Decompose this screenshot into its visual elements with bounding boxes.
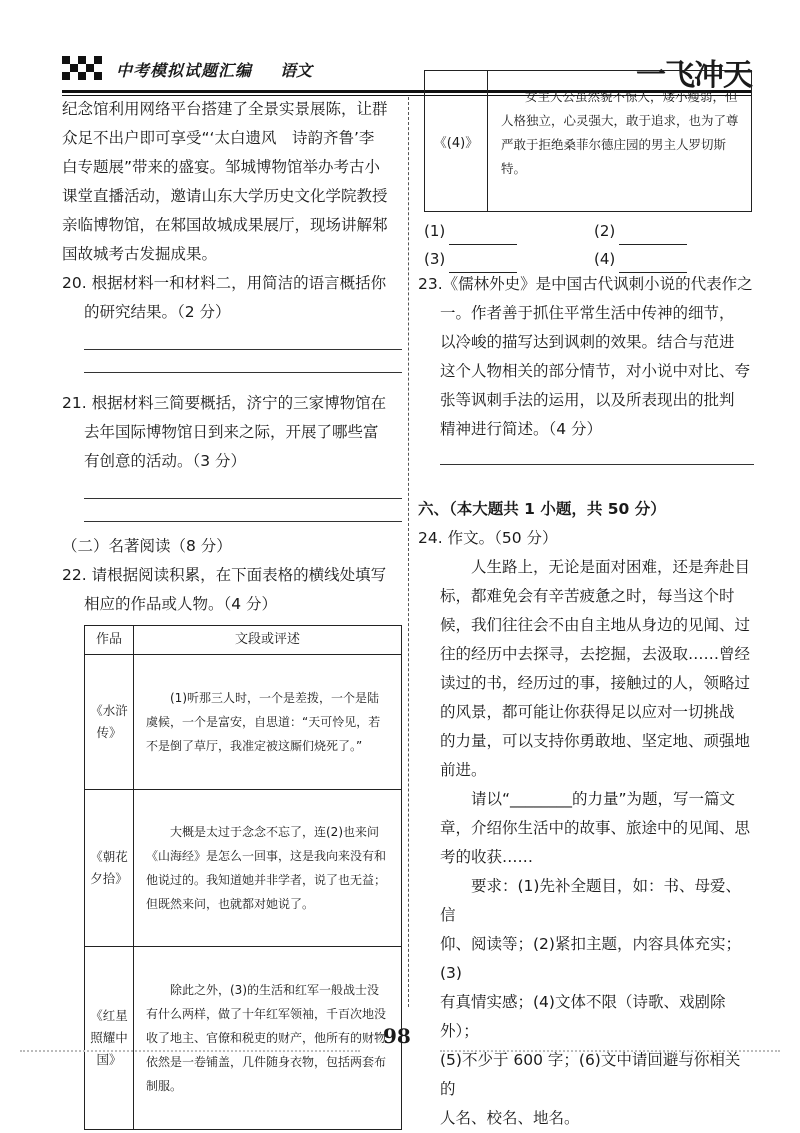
q22-line: 22. 请根据阅读积累，在下面表格的横线处填写 <box>62 566 387 584</box>
requirement-line: 人名、校名、地名。 <box>440 1109 580 1127</box>
table-row <box>85 947 402 1130</box>
blank-row <box>424 217 750 245</box>
instruction-line: 请以“________的力量”为题，写一篇文 <box>471 790 736 808</box>
prompt-line: 标，都难免会有辛苦疲惫之时，每当这个时 <box>440 587 735 605</box>
blank-label: (1) <box>424 222 446 240</box>
blank-item[interactable] <box>594 217 687 245</box>
material-intro <box>62 95 402 269</box>
work-cell: 《水浒传》 <box>85 655 134 790</box>
question-23 <box>418 270 754 465</box>
checker-logo-icon <box>62 56 106 84</box>
q23-line: 精神进行简述。（4 分） <box>440 420 603 438</box>
answer-line[interactable] <box>84 521 402 522</box>
section-6-title: 六、（本大题共 1 小题，共 50 分） <box>418 500 666 518</box>
table-header-work: 作品 <box>85 626 134 655</box>
requirement-line: 有真情实感；(4)文体不限（诗歌、戏剧除外）； <box>440 993 726 1040</box>
answer-line[interactable] <box>84 498 402 499</box>
q23-line: 张等讽刺手法的运用，以及所表现出的批判 <box>440 391 735 409</box>
prompt-line: 候，我们往往会不由自主地从身边的见闻、过 <box>440 616 751 634</box>
question-22 <box>62 561 402 619</box>
intro-line: 亲临博物馆，在邾国故城成果展厅，现场讲解邾 <box>62 216 388 234</box>
requirement-line: (5)不少于 600 字；(6)文中请回避与你相关的 <box>440 1051 741 1098</box>
work-cell: 《(4)》 <box>425 71 488 211</box>
blank-label: (3) <box>424 250 446 268</box>
left-column <box>62 95 402 1130</box>
prompt-line: 读过的书，经历过的事，接触过的人，领略过 <box>440 674 751 692</box>
prompt-line: 人生路上，无论是面对困难，还是奔赴目 <box>471 558 751 576</box>
requirement-line: 仰、阅读等；(2)紧扣主题，内容具体充实；(3) <box>440 935 741 982</box>
intro-line: 纪念馆利用网络平台搭建了全景实景展陈，让群 <box>62 100 388 118</box>
answer-blanks <box>424 217 750 273</box>
column-divider <box>408 97 409 1007</box>
prompt-line: 往的经历中去探寻，去挖掘，去汲取……曾经 <box>440 645 751 663</box>
blank-item[interactable] <box>594 245 687 273</box>
q21-line: 去年国际博物馆日到来之际，开展了哪些富 <box>84 423 379 441</box>
work-cell: 《红星照耀中国》 <box>85 947 134 1130</box>
question-21 <box>62 389 402 522</box>
excerpt-cell: 女主人公虽然貌不惊人，矮小瘦弱，但人格独立，心灵强大，敢于追求，也为了尊严敢于拒绝桑菲尔德庄园的男主人罗切斯特。 <box>501 89 739 176</box>
excerpt-cell: 大概是太过于念念不忘了，连(2)也来问《山海经》是怎么一回事，这是我向来没有和他说过的。我知道她并非学者，说了也无益；但既然来问，也就都对她说了。 <box>134 790 402 947</box>
answer-line[interactable] <box>84 372 402 373</box>
work-cell: 《朝花夕拾》 <box>85 790 134 947</box>
q23-line: 23.《儒林外史》是中国古代讽刺小说的代表作之 <box>418 275 753 293</box>
intro-line: 众足不出户即可享受“‘太白遗风 诗韵齐鲁’李 <box>62 129 375 147</box>
blank-line[interactable] <box>619 228 687 245</box>
q23-line: 这个人物相关的部分情节，对小说中对比、夸 <box>440 362 751 380</box>
table-row <box>85 790 402 947</box>
q20-line: 20. 根据材料一和材料二，用简洁的语言概括你 <box>62 274 387 292</box>
table-header-text: 文段或评述 <box>134 626 402 655</box>
answer-line[interactable] <box>440 464 754 465</box>
q23-line: 一。作者善于抓住平常生活中传神的细节， <box>440 304 735 322</box>
prompt-line: 的风景，都可能让你获得足以应对一切挑战 <box>440 703 735 721</box>
blank-line[interactable] <box>449 228 517 245</box>
intro-line: 课堂直播活动，邀请山东大学历史文化学院教授 <box>62 187 388 205</box>
essay-prompt <box>418 553 754 1133</box>
excerpt-cell: (1)听那三人时，一个是差拨，一个是陆虞候，一个是富安，自思道：“天可怜见，若不是倒了草厅，我准定被这厮们烧死了。” <box>134 655 402 790</box>
question-20 <box>62 269 402 373</box>
table-row <box>85 655 402 790</box>
subject-title: 语文 <box>280 61 313 80</box>
instruction-line: 章，介绍你生活中的故事、旅途中的见闻、思 <box>440 819 751 837</box>
works-table <box>84 625 402 1130</box>
blank-item[interactable] <box>424 217 517 245</box>
q24-title: 24. 作文。（50 分） <box>418 529 558 547</box>
table-header-row <box>85 626 402 655</box>
prompt-line: 的力量，可以支持你勇敢地、坚定地、顽强地 <box>440 732 751 750</box>
q23-line: 以冷峻的描写达到讽刺的效果。结合与范进 <box>440 333 735 351</box>
works-table-continued <box>424 70 752 212</box>
q21-line: 有创意的活动。（3 分） <box>84 452 247 470</box>
q21-line: 21. 根据材料三简要概括，济宁的三家博物馆在 <box>62 394 387 412</box>
excerpt-cell: 除此之外，(3)的生活和红军一般战士没有什么两样，做了十年红军领袖，千百次地没收了地主、官僚和税吏的财产，他所有的财物依然是一卷铺盖，几件随身衣物，包括两套布制服。 <box>134 947 402 1130</box>
page-number: 98 <box>383 1024 411 1048</box>
series-title: 中考模拟试题汇编 <box>116 61 253 80</box>
section-reading-title: （二）名著阅读（8 分） <box>62 537 232 555</box>
footer-decoration <box>440 1050 780 1052</box>
blank-label: (2) <box>594 222 616 240</box>
prompt-line: 前进。 <box>440 761 487 779</box>
right-column <box>418 270 754 1133</box>
q22-line: 相应的作品或人物。（4 分） <box>84 595 278 613</box>
intro-line: 白专题展”带来的盛宴。邹城博物馆举办考古小 <box>62 158 381 176</box>
blank-row <box>424 245 750 273</box>
instruction-line: 考的收获…… <box>440 848 534 866</box>
blank-label: (4) <box>594 250 616 268</box>
answer-line[interactable] <box>84 349 402 350</box>
brand-logo: 一飞冲天 <box>636 58 752 93</box>
requirement-line: 要求：(1)先补全题目，如：书、母爱、信 <box>440 877 741 924</box>
q20-line: 的研究结果。（2 分） <box>84 303 231 321</box>
footer-decoration <box>20 1050 360 1052</box>
intro-line: 国故城考古发掘成果。 <box>62 245 218 263</box>
blank-item[interactable] <box>424 245 517 273</box>
